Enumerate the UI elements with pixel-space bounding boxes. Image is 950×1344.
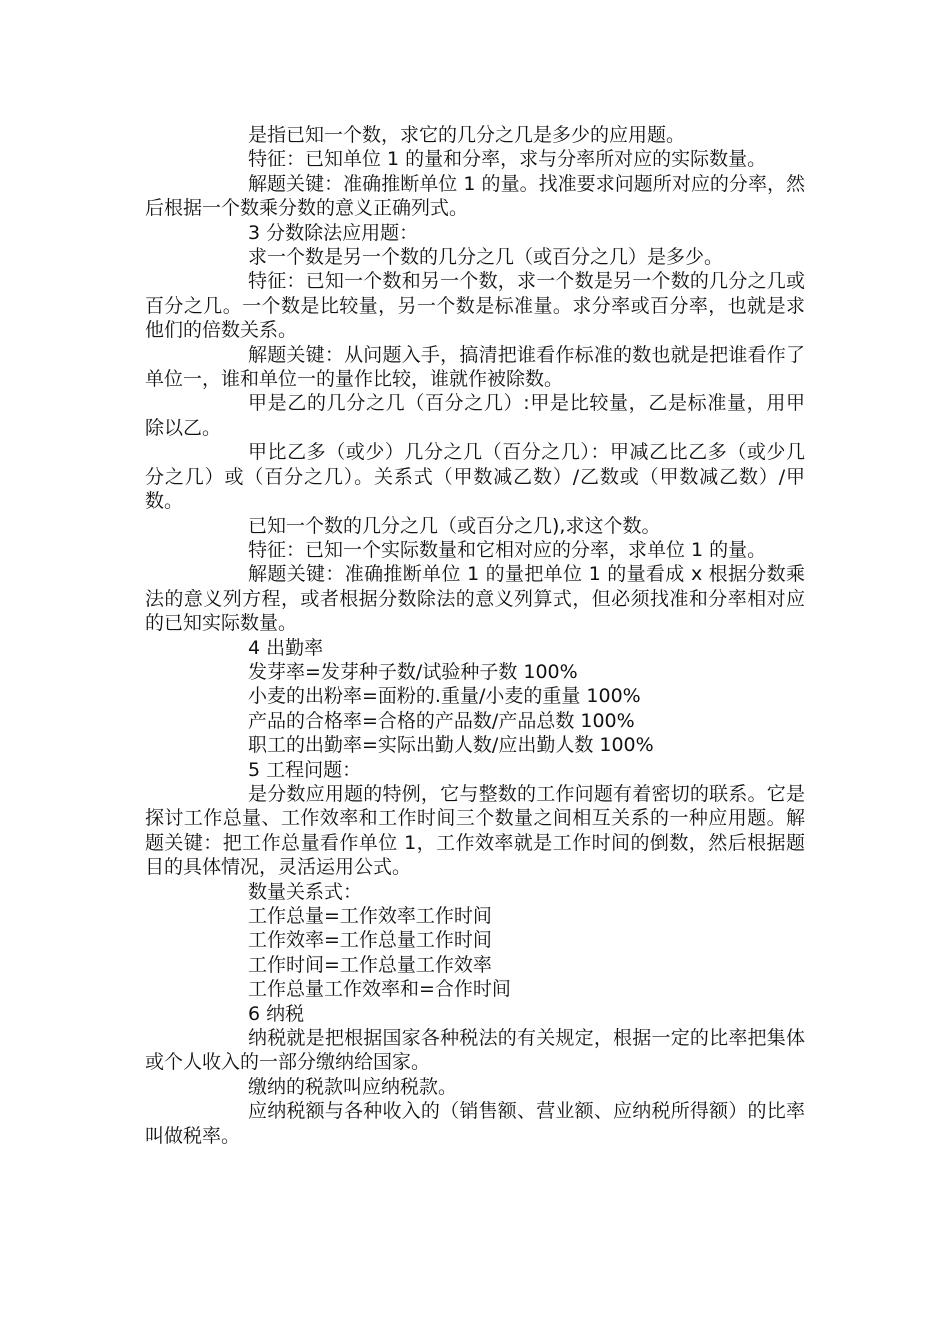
paragraph: 特征：已知一个实际数量和它相对应的分率，求单位 1 的量。 [248, 538, 767, 561]
paragraph: 是指已知一个数，求它的几分之几是多少的应用题。 [248, 124, 686, 146]
paragraph: 特征：已知一个数和另一个数，求一个数是另一个数的几分之几或百分之几。一个数是比较量，另一个数是标准量。求分率或百分率，也就是求他们的倍数关系。 [145, 270, 805, 342]
paragraph: 应纳税额与各种收入的（销售额、营业额、应纳税所得额）的比率叫做税率。 [145, 1100, 805, 1147]
paragraph: 工作总量=工作效率工作时间 [248, 905, 492, 927]
paragraph: 特征：已知单位 1 的量和分率，求与分率所对应的实际数量。 [248, 148, 767, 171]
paragraph: 解题关键：准确推断单位 1 的量。找准要求问题所对应的分率，然后根据一个数乘分数的意义正确列式。 [145, 172, 805, 220]
paragraph: 解题关键：准确推断单位 1 的量把单位 1 的量看成 x 根据分数乘法的意义列方程，或者根据分数除法的意义列算式，但必须找准和分率相对应的已知实际数量。 [145, 563, 805, 635]
paragraph: 6 纳税 [248, 1002, 305, 1025]
paragraph: 求一个数是另一个数的几分之几（或百分之几）是多少。 [248, 246, 724, 269]
paragraph: 小麦的出粉率=面粉的.重量/小麦的重量 100% [248, 685, 641, 708]
paragraph: 工作时间=工作总量工作效率 [248, 953, 492, 976]
paragraph: 甲比乙多（或少）几分之几（百分之几）：甲减乙比乙多（或少几分之几）或（百分之几）。关系式（甲数减乙数）/乙数或（甲数减乙数）/甲数。 [145, 441, 805, 513]
paragraph: 工作效率=工作总量工作时间 [248, 929, 492, 952]
paragraph: 缴纳的税款叫应纳税款。 [248, 1075, 458, 1098]
paragraph: 已知一个数的几分之几（或百分之几),求这个数。 [248, 514, 661, 537]
document-page [145, 123, 805, 1148]
paragraph: 是分数应用题的特例，它与整数的工作问题有着密切的联系。它是探讨工作总量、工作效率和工作时间三个数量之间相互关系的一种应用题。解题关键：把工作总量看作单位 1，工作效率就是工作时间的倒数，然后根据题目的具体情况，灵活运用公式。 [145, 782, 805, 879]
paragraph: 4 出勤率 [248, 636, 324, 659]
paragraph: 产品的合格率=合格的产品数/产品总数 100% [248, 709, 635, 732]
paragraph: 3 分数除法应用题： [248, 221, 419, 244]
paragraph: 发芽率=发芽种子数/试验种子数 100% [248, 660, 578, 683]
paragraph: 甲是乙的几分之几（百分之几）:甲是比较量，乙是标准量，用甲除以乙。 [145, 392, 805, 439]
paragraph: 纳税就是把根据国家各种税法的有关规定，根据一定的比率把集体或个人收入的一部分缴纳给国家。 [145, 1027, 805, 1074]
paragraph: 解题关键：从问题入手，搞清把谁看作标准的数也就是把谁看作了单位一，谁和单位一的量作比较，谁就作被除数。 [145, 343, 805, 391]
paragraph: 职工的出勤率=实际出勤人数/应出勤人数 100% [248, 734, 654, 757]
paragraph: 数量关系式： [248, 880, 363, 903]
paragraph: 工作总量工作效率和=合作时间 [248, 978, 511, 1001]
paragraph: 5 工程问题： [248, 758, 362, 781]
